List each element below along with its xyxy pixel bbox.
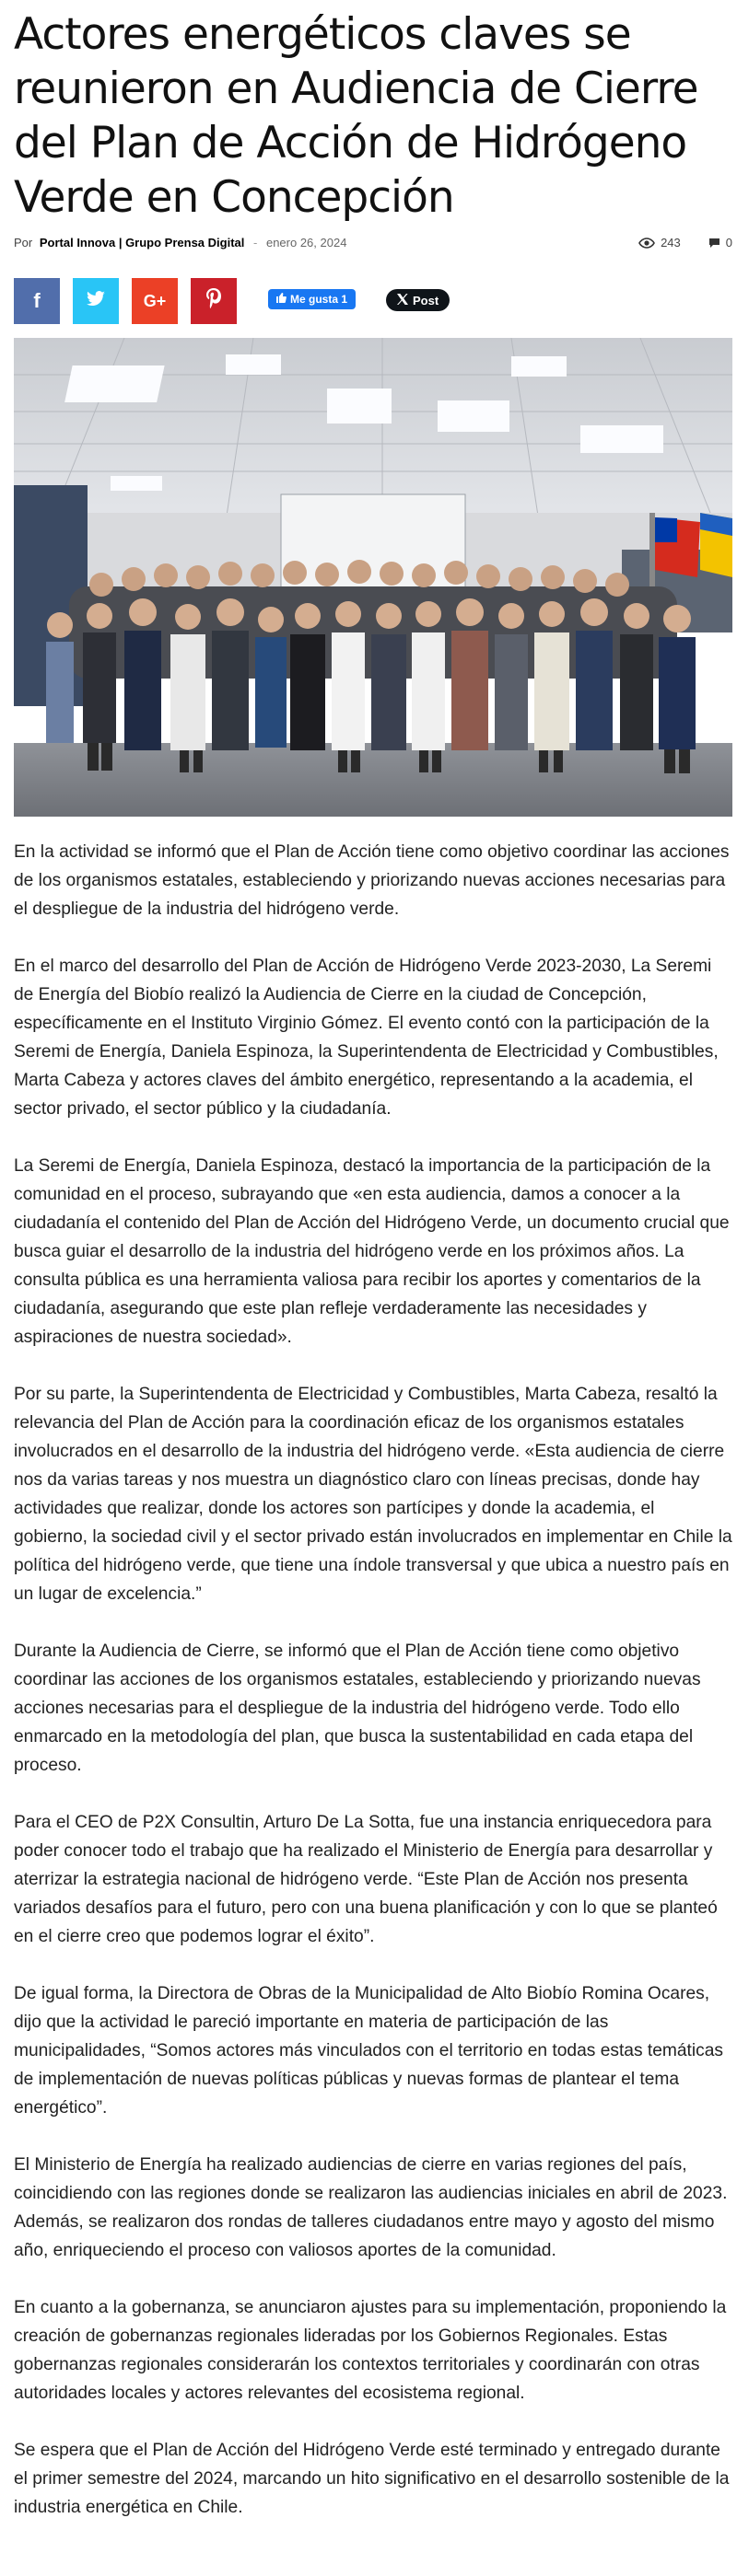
paragraph: Por su parte, la Superintendenta de Electricidad y Combustibles, Marta Cabeza, resaltó la relevancia del Plan de Acción para la coordinación eficaz de los organismos estatales involucrados en el desarrollo de la industria del hidrógeno verde. «Esta audiencia de cierre nos da varias tareas y nos muestra un diagnóstico claro con líneas precisas, donde hay actividades que realizar, donde los actores son partícipes y donde la academia, el gobierno, la sociedad civil y el sector privado están involucrados en implementar en Chile la política del hidrógeno verde, que tiene una índole transversal y que ubica a nuestro país en un lugar de excelencia.” bbox=[14, 1385, 732, 1604]
paragraph: Durante la Audiencia de Cierre, se informó que el Plan de Acción tiene como objetivo coordinar las acciones de los organismos estatales, estableciendo y priorizando nuevas acciones necesarias para el despliegue de la industria del hidrógeno verde. Todo ello enmarcado en la metodología del plan, que busca la sustentabilidad en cada etapa del proceso. bbox=[14, 1642, 701, 1775]
facebook-like-button[interactable] bbox=[268, 289, 356, 309]
paragraph: Se espera que el Plan de Acción del Hidrógeno Verde esté terminado y entregado durante el primer semestre del 2024, marcando un hito significativo en el desarrollo sostenible de la industria energética en Chile. bbox=[14, 2441, 730, 2517]
article-title: Actores energéticos claves se reunieron en Audiencia de Cierre del Plan de Acción de Hidrógeno Verde en Concepción bbox=[14, 9, 698, 223]
meta-separator: - bbox=[253, 236, 258, 249]
facebook-icon: f bbox=[33, 289, 41, 312]
eye-icon bbox=[638, 238, 655, 249]
author-link[interactable]: Portal Innova | Grupo Prensa Digital bbox=[39, 236, 245, 249]
paragraph: El Ministerio de Energía ha realizado audiencias de cierre en varias regiones del país, coincidiendo con las regiones donde se realizaron las audiencias iniciales en abril de 2023. Además, se realizaron dos rondas de talleres ciudadanos entre mayo y agosto del mismo año, enriqueciendo el proceso con valiosos aportes de la comunidad. bbox=[14, 2155, 728, 2260]
paragraph: En el marco del desarrollo del Plan de Acción de Hidrógeno Verde 2023-2030, La Seremi de Energía del Biobío realizó la Audiencia de Cierre en la ciudad de Concepción, específicamente en el Instituto Virginio Gómez. El evento contó con la participación de la Seremi de Energía, Daniela Espinoza, la Superintendenta de Electricidad y Combustibles, Marta Cabeza y actores claves del ámbito energético, representando a la academia, el sector privado, el sector público y la ciudadanía. bbox=[14, 957, 719, 1119]
paragraph: Para el CEO de P2X Consultin, Arturo De La Sotta, fue una instancia enriquecedora para poder conocer todo el trabajo que ha realizado el Ministerio de Energía para desarrollar y aterrizar la estrategia nacional de hidrógeno verde. “Este Plan de Acción nos presenta variados desafíos para el futuro, pero con una buena planificación y con lo que se planteó en el cierre creo que podemos lograr el éxito”. bbox=[14, 1813, 718, 1946]
pinterest-icon bbox=[205, 288, 222, 314]
paragraph: La Seremi de Energía, Daniela Espinoza, destacó la importancia de la participación de la comunidad en el proceso, subrayando que «en esta audiencia, damos a conocer a la ciudadanía el contenido del Plan de Acción del Hidrógeno Verde, un documento crucial que busca guiar el desarrollo de la industria del hidrógeno verde en los próximos años. La consulta pública es una herramienta valiosa para recibir los aportes y comentarios de la ciudadanía, asegurando que este plan refleje verdaderamente las necesidades y aspiraciones de nuestra sociedad». bbox=[14, 1156, 730, 1347]
article-container bbox=[14, 0, 732, 2517]
comments-count[interactable]: 0 bbox=[725, 236, 732, 249]
post-label: Post bbox=[413, 293, 439, 307]
article-meta bbox=[14, 232, 732, 254]
by-label: Por bbox=[14, 236, 33, 249]
thumbs-up-icon bbox=[276, 293, 287, 306]
x-post-button[interactable] bbox=[386, 289, 450, 311]
paragraph: De igual forma, la Directora de Obras de la Municipalidad de Alto Biobío Romina Ocares, dijo que la actividad le pareció importante en materia de participación de las municipalidades, “Somos actores más vinculados con el territorio en todas estas temáticas de implementación de nuevas políticas públicas y nuevas formas de plantear el tema energético”. bbox=[14, 1984, 723, 2118]
twitter-icon bbox=[86, 289, 106, 313]
x-logo-icon bbox=[397, 294, 408, 307]
googleplus-icon: G+ bbox=[143, 291, 167, 310]
googleplus-share-button[interactable] bbox=[132, 278, 178, 324]
facebook-share-button[interactable] bbox=[14, 278, 60, 324]
publish-date: enero 26, 2024 bbox=[265, 236, 347, 249]
share-bar bbox=[14, 278, 732, 324]
article-body bbox=[14, 838, 732, 2550]
group-photo-illustration bbox=[14, 338, 732, 817]
paragraph: En cuanto a la gobernanza, se anunciaron ajustes para su implementación, proponiendo la creación de gobernanzas regionales lideradas por los Gobiernos Regionales. Estas gobernanzas regionales considerarán los contextos territoriales y coordinarán con otras autoridades locales y actores relevantes del ecosistema regional. bbox=[14, 2298, 727, 2403]
paragraph: En la actividad se informó que el Plan de Acción tiene como objetivo coordinar las acciones de los organismos estatales, estableciendo y priorizando nuevas acciones necesarias para el despliegue de la industria del hidrógeno verde. bbox=[14, 842, 730, 919]
views-count: 243 bbox=[661, 236, 681, 249]
twitter-share-button[interactable] bbox=[73, 278, 119, 324]
comment-icon[interactable] bbox=[708, 238, 720, 249]
article-photo bbox=[14, 338, 732, 817]
pinterest-share-button[interactable] bbox=[191, 278, 237, 324]
like-label: Me gusta 1 bbox=[290, 293, 348, 306]
